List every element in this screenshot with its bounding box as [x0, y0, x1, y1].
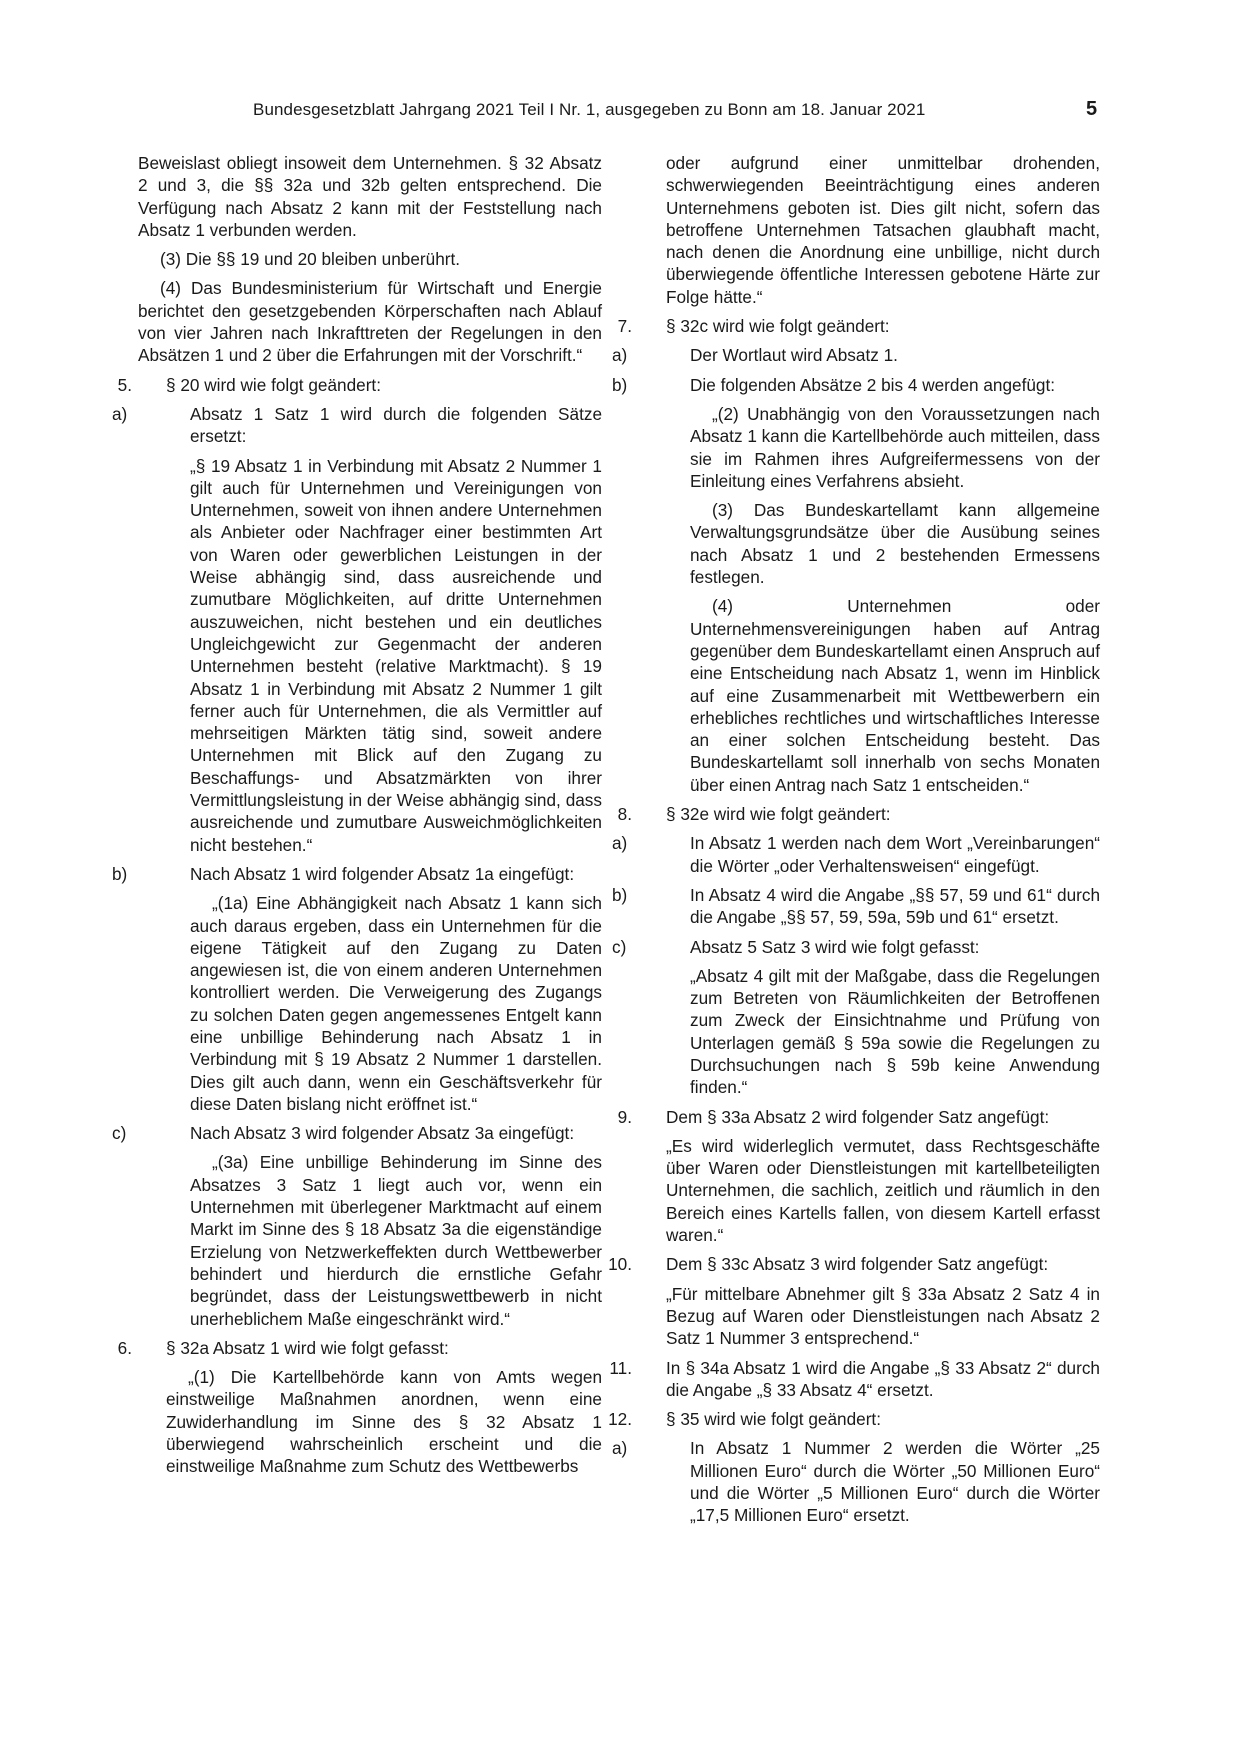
item-11	[609, 1357, 1100, 1402]
quote-10: „Für mittelbare Abnehmer gilt § 33a Absatz 2 Satz 4 in Bezug auf Waren oder Dienstleistungen nach Absatz 2 Satz 1 Nummer 3 entsprechend.“	[666, 1283, 1100, 1349]
paragraph-abs3: (3) Die §§ 19 und 20 bleiben unberührt.	[160, 249, 461, 270]
sub-item-text: In Absatz 1 werden nach dem Wort „Vereinbarungen“ die Wörter „oder Verhaltensweisen“ eingefügt.	[690, 833, 1100, 876]
sub-item-text: In Absatz 4 wird die Angabe „§§ 57, 59 und 61“ durch die Angabe „§§ 57, 59, 59a, 59b und 61“ ersetzt.	[690, 884, 1100, 928]
item-number: 7.	[617, 316, 632, 337]
item-7	[617, 315, 1100, 337]
item-7b	[612, 374, 1100, 396]
item-number: 12.	[608, 1409, 632, 1430]
item-12	[608, 1408, 1100, 1430]
item-text: § 35 wird wie folgt geändert:	[666, 1409, 881, 1430]
item-8	[617, 803, 1100, 825]
page-number: 5	[1086, 98, 1098, 120]
item-text: Dem § 33c Absatz 3 wird folgender Satz angefügt:	[666, 1254, 1049, 1275]
item-8c	[612, 936, 1100, 958]
quote-7b-abs2: „(2) Unabhängig von den Voraussetzungen nach Absatz 1 kann die Kartellbehörde auch mitteilen, dass sie im Rahmen ihres Aufgreifermessens von der Einleitung eines Verfahrens absieht.	[690, 403, 1100, 491]
quote-5a: „§ 19 Absatz 1 in Verbindung mit Absatz 2 Nummer 1 gilt auch für Unternehmen und Vereinigungen von Unternehmen, soweit von ihnen andere Unternehmen als Anbieter oder Nachfrager einer bestimmten Art von Waren oder gewerblichen Leistungen in der Weise abhängig sind, dass ausreichende und zumutbare Möglichkeiten, auf dritte Unternehmen auszuweichen, nicht bestehen und ein deutliches Ungleichgewicht zur Gegenmacht der anderen Unternehmen besteht (relative Marktmacht). § 19 Absatz 1 in Verbindung mit Absatz 2 Nummer 1 gilt ferner auch für Unternehmen, die als Vermittler auf mehrseitigen Märkten tätig sind, soweit andere Unternehmen mit Blick auf den Zugang zu Beschaffungs- und Absatzmärkten von ihrer Vermittlungsleistung in der Weise abhängig sind, dass ausreichende und zumutbare Ausweichmöglichkeiten nicht bestehen.“	[190, 455, 602, 855]
item-text: § 20 wird wie folgt geändert:	[166, 374, 381, 395]
sub-item-label: b)	[612, 884, 628, 905]
sub-item-text: Nach Absatz 3 wird folgender Absatz 3a eingefügt:	[190, 1123, 575, 1144]
sub-item-label: c)	[612, 936, 627, 957]
sub-item-text: Absatz 1 Satz 1 wird durch die folgenden Sätze ersetzt:	[190, 403, 602, 447]
item-text: § 32e wird wie folgt geändert:	[666, 804, 891, 825]
sub-item-text: Nach Absatz 1 wird folgender Absatz 1a eingefügt:	[190, 863, 575, 884]
sub-item-label: a)	[612, 833, 628, 854]
item-10	[608, 1253, 1100, 1275]
item-number: 5.	[117, 374, 132, 395]
sub-item-text: Die folgenden Absätze 2 bis 4 werden angefügt:	[690, 374, 1056, 395]
sub-item-label: c)	[112, 1123, 127, 1144]
item-5b	[112, 863, 602, 885]
item-number: 6.	[117, 1337, 132, 1358]
sub-item-text: In Absatz 1 Nummer 2 werden die Wörter „25 Millionen Euro“ durch die Wörter „50 Millionen Euro“ und die Wörter „5 Millionen Euro“ durch die Wörter „17,5 Millionen Euro“ ersetzt.	[690, 1438, 1100, 1526]
item-5a	[112, 403, 602, 448]
item-number: 10.	[608, 1254, 632, 1275]
quote-6-continuation: oder aufgrund einer unmittelbar drohenden, schwerwiegenden Beeinträchtigung eines anderen Unternehmens geboten ist. Dies gilt nicht, sofern das betroffene Unternehmen Tatsachen glaubhaft macht, nach denen die Anordnung eine unbillige, nicht durch überwiegende öffentliche Interessen gebotene Härte zur Folge hätte.“	[666, 153, 1100, 307]
item-8a	[612, 832, 1100, 877]
left-column	[112, 152, 602, 1485]
item-9	[617, 1106, 1100, 1128]
item-5	[117, 374, 602, 396]
item-text: § 32c wird wie folgt geändert:	[666, 316, 890, 337]
item-6	[117, 1337, 602, 1359]
quote-9: „Es wird widerleglich vermutet, dass Rechtsgeschäfte über Waren oder Dienstleistungen mit kartellbeteiligten Unternehmen, die sachlich, zeitlich und räumlich in den Bereich eines Kartells fallen, von diesem Kartell erfasst waren.“	[666, 1135, 1100, 1246]
item-number: 9.	[617, 1106, 632, 1127]
sub-item-text: Absatz 5 Satz 3 wird wie folgt gefasst:	[690, 936, 980, 957]
quote-5c: „(3a) Eine unbillige Behinderung im Sinne des Absatzes 3 Satz 1 liegt auch vor, wenn ein Unternehmen mit überlegener Marktmacht auf einem Markt im Sinne des § 18 Absatz 3a die eigenständige Erzielung von Netzwerkeffekten durch Wettbewerber behindert und hierdurch die ernstliche Gefahr begründet, dass der Leistungswettbewerb in nicht unerheblichem Maße eingeschränkt wird.“	[190, 1152, 602, 1329]
paragraph-abs4: (4) Das Bundesministerium für Wirtschaft und Energie berichtet den gesetzgebenden Körperschaften nach Ablauf von vier Jahren nach Inkrafttreten der Regelungen in den Absätzen 1 und 2 über die Erfahrungen mit der Vorschrift.“	[138, 278, 602, 366]
paragraph-continuation: Beweislast obliegt insoweit dem Unternehmen. § 32 Absatz 2 und 3, die §§ 32a und 32b gelten entsprechend. Die Verfügung nach Absatz 2 kann mit der Feststellung nach Absatz 1 verbunden werden.	[138, 153, 602, 240]
sub-item-text: Der Wortlaut wird Absatz 1.	[690, 345, 898, 366]
quote-8c: „Absatz 4 gilt mit der Maßgabe, dass die Regelungen zum Betreten von Räumlichkeiten der Betroffenen zum Zweck der Einsichtnahme und Prüfung von Unterlagen gemäß § 59a sowie die Regelungen zu Durchsuchungen nach § 59b keine Anwendung finden.“	[690, 965, 1100, 1098]
item-text: Dem § 33a Absatz 2 wird folgender Satz angefügt:	[666, 1106, 1050, 1127]
quote-7b-abs4: (4) Unternehmen oder Unternehmensvereinigungen haben auf Antrag gegenüber dem Bundeskartellamt einen Anspruch auf eine Entscheidung nach Absatz 1, wenn im Hinblick auf eine Zusammenarbeit mit Wettbewerbern ein erhebliches rechtliches und wirtschaftliches Interesse an einer solchen Entscheidung besteht. Das Bundeskartellamt soll innerhalb von sechs Monaten über einen Antrag nach Satz 1 entscheiden.“	[690, 596, 1100, 795]
sub-item-label: b)	[112, 863, 128, 884]
right-column	[608, 152, 1100, 1534]
quote-7b-abs3: (3) Das Bundeskartellamt kann allgemeine Verwaltungsgrundsätze über die Ausübung seines nach Absatz 1 und 2 bestehenden Ermessens festlegen.	[690, 500, 1100, 588]
quote-6: „(1) Die Kartellbehörde kann von Amts wegen einstweilige Maßnahmen anordnen, wenn eine Zuwiderhandlung im Sinne des § 32 Absatz 1 überwiegend wahrscheinlich erscheint und die einstweilige Maßnahme zum Schutz des Wettbewerbs	[166, 1367, 602, 1477]
item-number: 11.	[609, 1357, 632, 1378]
gazette-title: Bundesgesetzblatt Jahrgang 2021 Teil I Nr. 1, ausgegeben zu Bonn am 18. Januar 2021	[253, 100, 926, 119]
sub-item-label: a)	[112, 403, 128, 424]
sub-item-label: a)	[612, 345, 628, 366]
item-text: In § 34a Absatz 1 wird die Angabe „§ 33 Absatz 2“ durch die Angabe „§ 33 Absatz 4“ ersetzt.	[666, 1357, 1100, 1400]
page-header	[0, 100, 1241, 126]
item-number: 8.	[617, 804, 632, 825]
item-7a	[612, 344, 1100, 366]
item-text: § 32a Absatz 1 wird wie folgt gefasst:	[166, 1337, 449, 1358]
item-12a	[612, 1437, 1100, 1526]
sub-item-label: b)	[612, 374, 628, 395]
sub-item-label: a)	[612, 1438, 628, 1459]
item-8b	[612, 884, 1100, 929]
item-5c	[112, 1122, 602, 1144]
quote-5b: „(1a) Eine Abhängigkeit nach Absatz 1 kann sich auch daraus ergeben, dass ein Unternehmen für die eigene Tätigkeit auf den Zugang zu Daten angewiesen ist, die von einem anderen Unternehmen kontrolliert werden. Die Verweigerung des Zugangs zu solchen Daten gegen angemessenes Entgelt kann eine unbillige Behinderung nach Absatz 1 in Verbindung mit § 19 Absatz 2 Nummer 1 darstellen. Dies gilt auch dann, wenn ein Geschäftsverkehr für diese Daten bislang nicht eröffnet ist.“	[190, 893, 602, 1114]
